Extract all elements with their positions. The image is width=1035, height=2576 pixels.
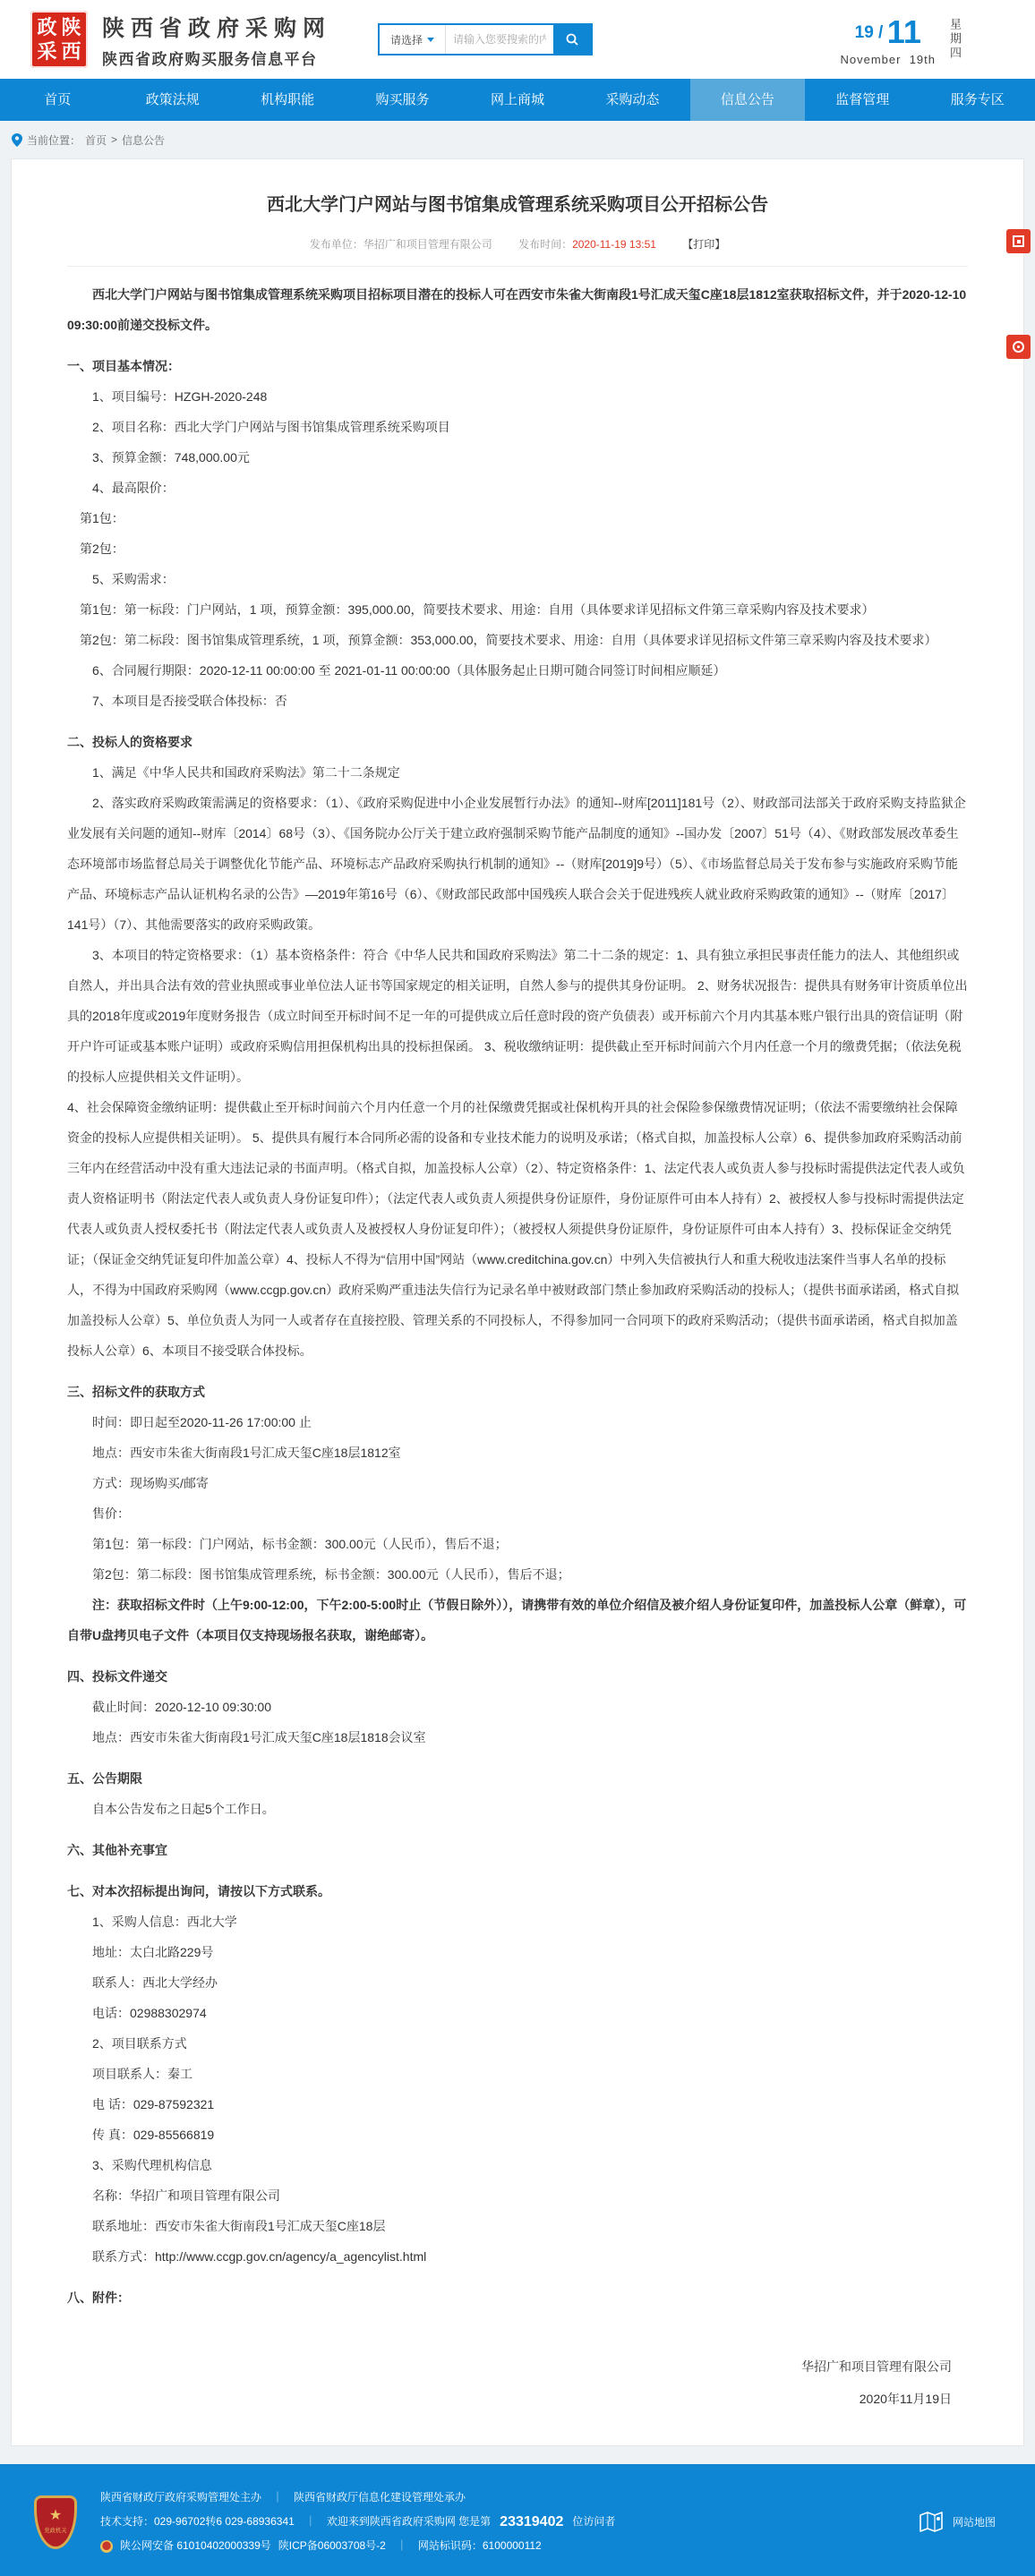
sitemap-button[interactable] xyxy=(919,2511,996,2534)
site-logo[interactable] xyxy=(30,11,88,68)
article-paragraph: 第1包： xyxy=(80,511,124,525)
nav-item-7[interactable]: 监督管理 xyxy=(835,92,890,107)
article-paragraph: 2、项目名称：西北大学门户网站与图书馆集成管理系统采购项目 xyxy=(92,420,450,434)
article-paragraph: 1、满足《中华人民共和国政府采购法》第二十二条规定 xyxy=(92,765,400,780)
search-input[interactable] xyxy=(446,25,553,54)
qr-code-icon xyxy=(1013,235,1024,247)
section-heading: 六、其他补充事宜 xyxy=(67,1843,167,1857)
map-icon xyxy=(919,2511,945,2534)
article-body xyxy=(67,279,968,2313)
breadcrumb-separator: > xyxy=(111,133,118,146)
site-id-code: 网站标识码：6100000112 xyxy=(417,2539,542,2552)
icp-record-link[interactable]: 陕ICP备06003708号-2 xyxy=(278,2539,386,2552)
floating-phone-widget-button[interactable] xyxy=(1006,335,1031,359)
publish-time-value: 2020-11-19 13:51 xyxy=(572,238,656,251)
nav-item-4[interactable]: 网上商城 xyxy=(490,92,544,107)
article-paragraph: 第1包：第一标段：门户网站，标书金额：300.00元（人民币），售后不退； xyxy=(92,1537,508,1551)
article-paragraph: 6、合同履行期限：2020-12-11 00:00:00 至 2021-01-11 00:00:00（具体服务起止日期可随合同签订时间相应顺延） xyxy=(92,663,726,678)
article-paragraph: 截止时间：2020-12-10 09:30:00 xyxy=(92,1700,271,1714)
nav-item-0[interactable]: 首页 xyxy=(44,92,72,107)
article-paragraph: 名称：华招广和项目管理有限公司 xyxy=(92,2188,280,2203)
police-record-link[interactable]: 陕公网安备 61010402000339号 xyxy=(120,2539,271,2552)
publish-time-label: 发布时间： xyxy=(518,238,573,251)
site-subtitle: 陕西省政府购买服务信息平台 xyxy=(102,50,318,68)
article-paragraph: 自本公告发布之日起5个工作日。 xyxy=(92,1802,275,1816)
article-paragraph: 第2包：第二标段：图书馆集成管理系统，标书金额：300.00元（人民币），售后不退； xyxy=(92,1567,570,1582)
breadcrumb-home-link[interactable]: 首页 xyxy=(85,133,107,147)
article-paragraph: 4、社会保障资金缴纳证明：提供截止至开标时间前六个月内任意一个月的社保缴费凭据或社保机构开具的社会保险参保缴费情况证明；（依法不需要缴纳社会保障资金的投标人应提供相关证明）。 5、提供具有履行本合同所必需的设备和专业技术能力的说明及承诺；（格式自拟，加盖投标人公章）6、提供参加政府采购活动前三年内在经营活动中没有重大违法记录的书面声明。（格式自拟，加盖投标人公章）（2）、特定资格条件：1、法定代表人或负责人参与投标时需提供法定代表人或负责人资格证明书（附法定代表人或负责人身份证复印件）；（法定代表人或负责人须提供身份证原件，身份证原件可由本人持有）2、被授权人参与投标时需提供法定代表人或负责人授权委托书（附法定代表人或负责人及被授权人身份证复印件）；（被授权人须提供身份证原件，身份证原件可由本人持有）3、投标保证金交纳凭证；（保证金交纳凭证复印件加盖公章）4、投标人不得为“信用中国”网站（www.creditchina.gov.cn）中列入失信被执行人和重大税收违法案件当事人名单的投标人，不得为中国政府采购网（www.ccgp.gov.cn）政府采购严重违法失信行为记录名单中被财政部门禁止参加政府采购活动的投标人；（提供书面承诺函，格式自拟加盖投标人公章）5、单位负责人为同一人或者存在直接控股、管理关系的不同投标人，不得参加同一合同项下的政府采购活动；（提供书面承诺函，格式自拟加盖投标人公章）6、本项目不接受联合体投标。 xyxy=(67,1100,965,1358)
article-paragraph: 2、落实政府采购政策需满足的资格要求：（1）、《政府采购促进中小企业发展暂行办法》的通知--财库[2011]181号（2）、财政部司法部关于政府采购支持监狱企业发展有关问题的通知--财库〔2014〕68号（3）、《国务院办公厅关于建立政府强制采购节能产品制度的通知》--国办发〔2007〕51号（4）、《财政部发展改革委生态环境部市场监督总局关于调整优化节能产品、环境标志产品政府采购执行机制的通知》--（财库[2019]9号）（5）、《市场监督总局关于发布参与实施政府采购节能产品、环境标志产品认证机构名录的公告》—2019年第16号（6）、《财政部民政部中国残疾人联合会关于促进残疾人就业政府采购政策的通知》--（财库〔2017〕141号）（7）、其他需要落实的政府采购政策。 xyxy=(67,796,966,932)
search-button[interactable] xyxy=(553,25,591,54)
article-paragraph: 7、本项目是否接受联合体投标：否 xyxy=(92,694,287,708)
footer-host-org: 陕西省财政厅政府采购管理处主办 xyxy=(100,2491,262,2503)
article-paragraph: 联系人：西北大学经办 xyxy=(92,1975,218,1990)
article-paragraph: 3、本项目的特定资格要求：（1）基本资格条件：符合《中华人民共和国政府采购法》第二十二条的规定：1、具有独立承担民事责任能力的法人、其他组织或自然人，并出具合法有效的营业执照或事业单位法人证书等国家规定的相关证明，自然人参与的提供其身份证明。 2、财务状况报告：提供具有财务审计资质单位出具的2018年度或2019年度财务报告（成立时间至开标时间不足一年的可提供成立后任意时段的资产负债表）或开标前六个月内其基本账户银行出具的资信证明（附开户许可证或基本账户证明）或政府采购信用担保机构出具的投标担保函。 3、税收缴纳证明：提供截止至开标时间前六个月内任意一个月的缴费凭据；（依法免税的投标人应提供相关文件证明）。 xyxy=(67,948,968,1084)
date-numbers: 19 / 11 xyxy=(854,13,921,50)
visitor-count: 23319402 xyxy=(500,2514,564,2529)
footer-welcome-text: 欢迎来到陕西省政府采购网 您是第 xyxy=(326,2515,492,2528)
article-paragraph: 时间：即日起至2020-11-26 17:00:00 止 xyxy=(92,1415,312,1429)
shield-text: 党政机关 xyxy=(44,2528,67,2534)
search-select-label: 请选择 xyxy=(390,33,423,47)
article-paragraph: 2、项目联系方式 xyxy=(92,2036,187,2051)
star-icon: ★ xyxy=(48,2508,63,2523)
article-paragraph: 第1包：第一标段：门户网站，1 项，预算金额：395,000.00，简要技术要求、用途：自用（具体要求详见招标文件第三章采购内容及技术要求） xyxy=(80,602,875,617)
search-icon xyxy=(565,32,579,47)
article-paragraph: 地址：太白北路229号 xyxy=(92,1945,214,1959)
government-shield-badge xyxy=(34,2495,77,2549)
article-paragraph: 注：获取招标文件时（上午9:00-12:00，下午2:00-5:00时止（节假日除外）），请携带有效的单位介绍信及被介绍人身份证复印件，加盖投标人公章（鲜章），可自带U盘拷贝电子文件（本项目仅支持现场报名获取，谢绝邮寄）。 xyxy=(67,1598,967,1642)
logo-char: 采 xyxy=(37,40,57,63)
article-paragraph: 第2包： xyxy=(80,542,124,556)
article-paragraph: 3、采购代理机构信息 xyxy=(92,2158,212,2172)
footer-line-1: 陕西省财政厅政府采购管理处主办 ｜ 陕西省财政厅信息化建设管理处承办 xyxy=(100,2486,615,2510)
logo-char: 陕 xyxy=(61,16,81,38)
search-box xyxy=(378,23,593,55)
sitemap-label: 网站地图 xyxy=(952,2516,996,2529)
publisher-value: 华招广和项目管理有限公司 xyxy=(363,238,492,251)
article-paragraph: 地点：西安市朱雀大街南段1号汇成天玺C座18层1812室 xyxy=(92,1446,401,1460)
article-paragraph: 1、采购人信息：西北大学 xyxy=(92,1915,237,1929)
section-heading: 三、招标文件的获取方式 xyxy=(67,1385,205,1399)
site-title: 陕西省政府采购网 xyxy=(102,15,332,41)
logo-char: 政 xyxy=(37,16,57,38)
phone-icon xyxy=(1013,341,1024,353)
article-paragraph: 联系方式：http://www.ccgp.gov.cn/agency/a_agencylist.html xyxy=(92,2249,427,2264)
chevron-down-icon xyxy=(427,38,434,42)
announcement-card xyxy=(11,158,1024,2446)
article-paragraph: 1、项目编号：HZGH-2020-248 xyxy=(92,389,268,404)
logo-char: 西 xyxy=(61,40,81,63)
signature-date: 2020年11月19日 xyxy=(859,2392,952,2406)
article-paragraph: 传 真：029-85566819 xyxy=(92,2128,215,2142)
footer-line-3: 陕公网安备 61010402000339号 陕ICP备06003708号-2 ｜ 网站标识码：6100000112 xyxy=(100,2534,615,2558)
section-heading: 二、投标人的资格要求 xyxy=(67,735,192,749)
section-heading: 七、对本次招标提出询问，请按以下方式联系。 xyxy=(67,1884,330,1898)
date-widget xyxy=(840,13,997,66)
footer-visitor-suffix: 位访问者 xyxy=(572,2515,616,2528)
breadcrumb-current-link[interactable]: 信息公告 xyxy=(122,133,166,147)
search-category-select[interactable] xyxy=(380,25,446,54)
article-paragraph: 西北大学门户网站与图书馆集成管理系统采购项目招标项目潜在的投标人可在西安市朱雀大街南段1号汇成天玺C座18层1812室获取招标文件，并于2020-12-10 09:30:00前递交投标文件。 xyxy=(67,287,967,332)
signature-company: 华招广和项目管理有限公司 xyxy=(801,2359,952,2374)
footer-operator-org: 陕西省财政厅信息化建设管理处承办 xyxy=(294,2491,466,2503)
print-button[interactable]: 【打印】 xyxy=(682,238,726,251)
article-paragraph: 5、采购需求： xyxy=(92,572,175,586)
section-heading: 一、项目基本情况： xyxy=(67,359,180,373)
footer-tech-support: 技术支持：029-96702转6 029-68936341 xyxy=(100,2515,295,2528)
public-security-badge-icon xyxy=(100,2540,113,2553)
article-meta xyxy=(67,236,968,267)
publisher-label: 发布单位： xyxy=(309,238,364,251)
article-paragraph: 项目联系人：秦工 xyxy=(92,2067,192,2081)
nav-item-1[interactable]: 政策法规 xyxy=(145,92,200,107)
breadcrumb xyxy=(0,121,1035,158)
article-paragraph: 地点：西安市朱雀大街南段1号汇成天玺C座18层1818会议室 xyxy=(92,1730,426,1744)
nav-item-6[interactable]: 信息公告 xyxy=(690,79,805,121)
breadcrumb-prefix: 当前位置： xyxy=(27,133,81,147)
article-paragraph: 第2包：第二标段：图书馆集成管理系统，1 项，预算金额：353,000.00，简要技术要求、用途：自用（具体要求详见招标文件第三章采购内容及技术要求） xyxy=(80,633,937,647)
article-paragraph: 联系地址：西安市朱雀大街南段1号汇成天玺C座18层 xyxy=(92,2219,386,2233)
nav-item-8[interactable]: 服务专区 xyxy=(950,92,1005,107)
nav-item-5[interactable]: 采购动态 xyxy=(605,92,660,107)
site-header xyxy=(0,0,1035,79)
section-heading: 五、公告期限 xyxy=(67,1771,142,1786)
article-paragraph: 售价： xyxy=(92,1506,130,1521)
section-heading: 八、附件： xyxy=(67,2290,130,2305)
signature-block xyxy=(67,2350,968,2415)
floating-qr-widget-button[interactable] xyxy=(1006,229,1031,253)
article-paragraph: 3、预算金额：748,000.00元 xyxy=(92,450,250,465)
article-paragraph: 电话：02988302974 xyxy=(92,2006,207,2020)
location-pin-icon xyxy=(12,133,22,147)
site-titles xyxy=(102,11,331,69)
footer-line-2: 技术支持：029-96702转6 029-68936341 ｜ 欢迎来到陕西省政府采购网 您是第 23319402 位访问者 xyxy=(100,2510,615,2534)
article-paragraph: 4、最高限价： xyxy=(92,481,175,495)
article-paragraph: 电 话：029-87592321 xyxy=(92,2097,215,2111)
date-words: November 19th xyxy=(840,52,936,66)
site-footer xyxy=(0,2464,1035,2576)
page-title: 西北大学门户网站与图书馆集成管理系统采购项目公开招标公告 xyxy=(267,195,768,215)
nav-item-3[interactable]: 购买服务 xyxy=(375,92,430,107)
section-heading: 四、投标文件递交 xyxy=(67,1669,167,1684)
weekday-label: 星期四 xyxy=(948,18,962,61)
main-nav xyxy=(0,79,1035,121)
article-paragraph: 方式：现场购买/邮寄 xyxy=(92,1476,209,1490)
nav-item-2[interactable]: 机构职能 xyxy=(261,92,315,107)
